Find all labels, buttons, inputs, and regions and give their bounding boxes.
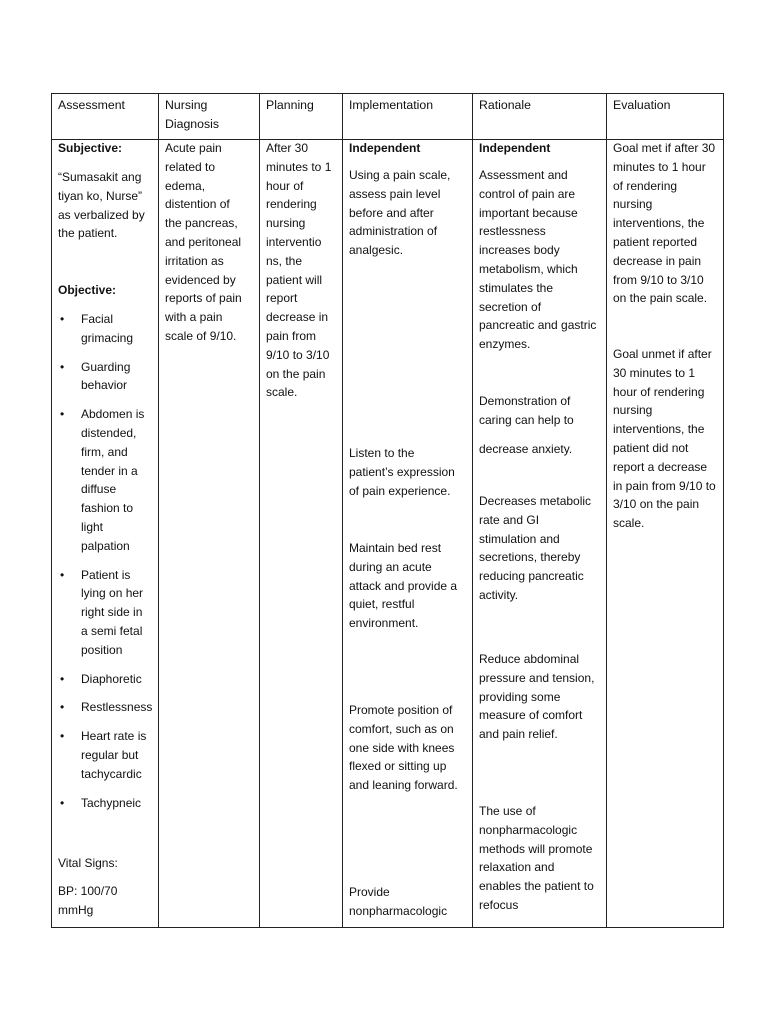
header-evaluation: Evaluation: [607, 94, 724, 140]
evaluation-goal-met: Goal met if after 30 minutes to 1 hour of rendering nursing interventions, the patient reported decrease in pain from 9/10 to 3/10 on the pain scale.: [613, 141, 716, 306]
implementation-cell: [343, 140, 473, 928]
implementation-item: Maintain bed rest during an acute attack and provide a quiet, restful environment.: [349, 541, 458, 631]
rationale-item: decrease anxiety.: [479, 442, 573, 456]
header-assessment: Assessment: [52, 94, 159, 140]
objective-item: • Diaphoretic: [58, 670, 153, 689]
objective-item: • Facial grimacing: [58, 310, 145, 348]
vital-signs-label: Vital Signs:: [58, 856, 118, 870]
implementation-item: Provide nonpharmacologic: [349, 885, 448, 918]
evaluation-cell: [607, 140, 724, 928]
header-nursing-diagnosis: [159, 94, 260, 140]
nursing-diagnosis-text: Acute pain related to edema, distention of the pancreas, and peritoneal irritation as evidenced by reports of pain with a pain scale of 9/10.: [165, 141, 242, 343]
header-nursing-diagnosis-label: Nursing Diagnosis: [165, 98, 219, 131]
header-planning: Planning: [260, 94, 343, 140]
objective-item: • Abdomen is distended, firm, and tender in a diffuse fashion to light palpation: [58, 405, 151, 555]
rationale-item: The use of nonpharmacologic methods will promote relaxation and enables the patient to refocus: [479, 804, 594, 912]
objective-item: • Heart rate is regular but tachycardic: [58, 727, 153, 783]
rationale-item: Assessment and control of pain are important because restlessness increases body metabolism, which stimulates the secretion of pancreatic and gastric enzymes.: [479, 168, 597, 352]
planning-text: After 30 minutes to 1 hour of rendering nursing interventio ns, the patient will report decrease in pain from 9/10 to 3/10 on the pain scale.: [266, 141, 332, 400]
objective-item: • Restlessness: [58, 698, 153, 717]
objective-item: • Guarding behavior: [58, 358, 145, 396]
objective-label: Objective:: [58, 283, 117, 297]
objective-item: • Tachypneic: [58, 794, 153, 813]
nursing-diagnosis-cell: [159, 140, 260, 928]
implementation-label: Independent: [349, 141, 421, 155]
implementation-item: Listen to the patient’s expression of pain experience.: [349, 446, 455, 498]
planning-cell: [260, 140, 343, 928]
nursing-care-plan-table: [51, 93, 724, 928]
header-implementation: Implementation: [343, 94, 473, 140]
rationale-label: Independent: [479, 141, 551, 155]
objective-list: [58, 310, 153, 812]
implementation-item: Promote position of comfort, such as on one side with knees flexed or sitting up and leaning forward.: [349, 703, 458, 793]
objective-item: • Patient is lying on her right side in a semi fetal position: [58, 566, 147, 660]
header-rationale: Rationale: [473, 94, 607, 140]
rationale-item: Decreases metabolic rate and GI stimulation and secretions, thereby reducing pancreatic activity.: [479, 494, 592, 602]
bp-reading: BP: 100/70 mmHg: [58, 884, 118, 917]
implementation-item: Using a pain scale, assess pain level before and after administration of analgesic.: [349, 168, 451, 258]
subjective-label: Subjective:: [58, 141, 123, 155]
evaluation-goal-unmet: Goal unmet if after 30 minutes to 1 hour of rendering nursing interventions, the patient did not report a decrease in pain from 9/10 to 3/10 on the pain scale.: [613, 347, 716, 531]
table-body-row: [52, 140, 724, 928]
subjective-text: “Sumasakit ang tiyan ko, Nurse” as verbalized by the patient.: [58, 170, 145, 241]
rationale-item: Reduce abdominal pressure and tension, providing some measure of comfort and pain relief.: [479, 652, 595, 742]
rationale-cell: [473, 140, 607, 928]
assessment-cell: [52, 140, 159, 928]
table-header-row: [52, 94, 724, 140]
rationale-item: Demonstration of caring can help to: [479, 394, 574, 427]
